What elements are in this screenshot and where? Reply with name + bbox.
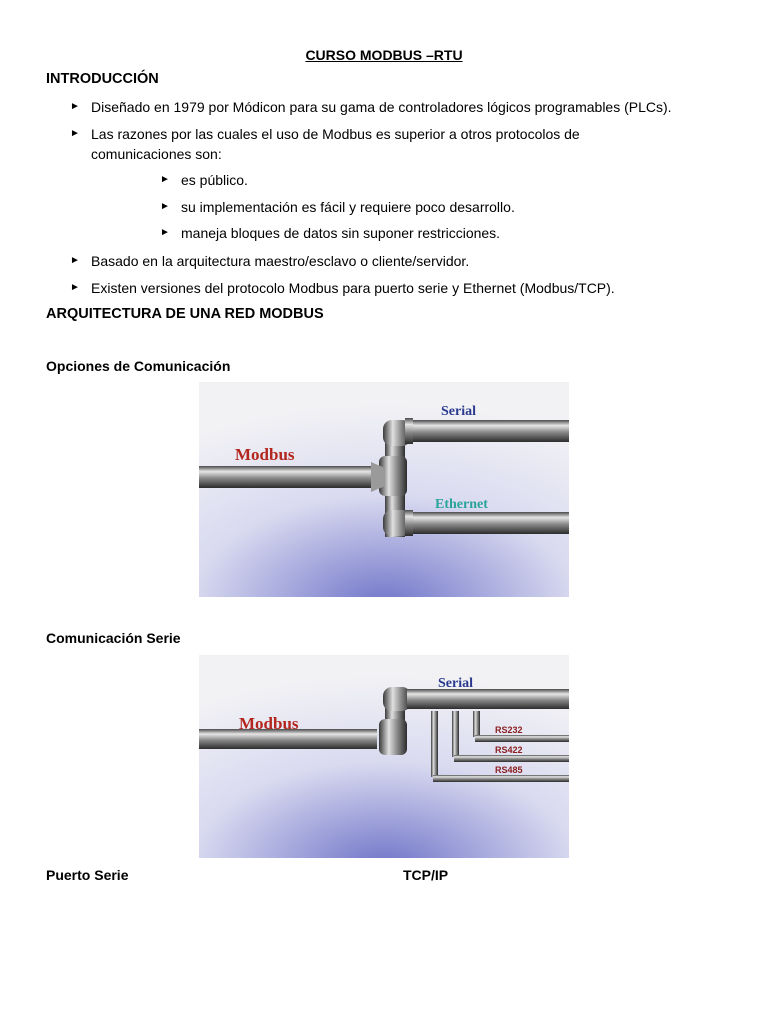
sub-bullet-item <box>160 170 721 190</box>
tcpip-label: TCP/IP <box>403 867 449 883</box>
ethernet-label: Ethernet <box>435 497 488 512</box>
comm-options-heading: Opciones de Comunicación <box>46 358 231 374</box>
serial-label: Serial <box>438 676 473 691</box>
bullet-text: Las razones por las cuales el uso de Modbus es superior a otros protocolos de comunicaciones son: <box>91 126 580 162</box>
sub-bullet-text: maneja bloques de datos sin suponer restricciones. <box>181 225 501 241</box>
rs422-label: RS422 <box>495 745 523 755</box>
sub-bullet-item <box>160 223 721 243</box>
sub-bullet-text: es público. <box>181 172 248 188</box>
bullet-text: Basado en la arquitectura maestro/esclavo o cliente/servidor. <box>91 253 470 269</box>
serial-comm-heading: Comunicación Serie <box>46 630 181 646</box>
bullet-item <box>70 251 731 271</box>
modbus-label: Modbus <box>235 445 295 464</box>
bullet-arrow-icon: ► <box>70 101 80 112</box>
bullet-text: Existen versiones del protocolo Modbus para puerto serie y Ethernet (Modbus/TCP). <box>91 280 615 296</box>
serial-comm-figure <box>199 655 569 858</box>
bullet-item <box>70 124 651 164</box>
sub-bullet-item <box>160 197 721 217</box>
bullet-arrow-icon: ► <box>160 227 170 238</box>
rs232-label: RS232 <box>495 725 523 735</box>
sub-bullet-text: su implementación es fácil y requiere poco desarrollo. <box>181 199 515 215</box>
serial-label: Serial <box>441 404 476 419</box>
bullet-arrow-icon: ► <box>70 255 80 266</box>
comm-options-figure <box>199 382 569 597</box>
rs485-label: RS485 <box>495 765 523 775</box>
architecture-heading: ARQUITECTURA DE UNA RED MODBUS <box>46 306 324 322</box>
bullet-item <box>70 97 731 117</box>
serial-port-label: Puerto Serie <box>46 867 129 883</box>
bullet-arrow-icon: ► <box>160 174 170 185</box>
modbus-label: Modbus <box>239 714 299 733</box>
intro-heading: INTRODUCCIÓN <box>46 71 159 87</box>
bullet-text: Diseñado en 1979 por Módicon para su gama de controladores lógicos programables (PLCs). <box>91 99 672 115</box>
bullet-arrow-icon: ► <box>70 282 80 293</box>
bullet-arrow-icon: ► <box>160 201 170 212</box>
bullet-item <box>70 278 731 298</box>
document-title: CURSO MODBUS –RTU <box>305 47 463 63</box>
bullet-arrow-icon: ► <box>70 128 80 139</box>
